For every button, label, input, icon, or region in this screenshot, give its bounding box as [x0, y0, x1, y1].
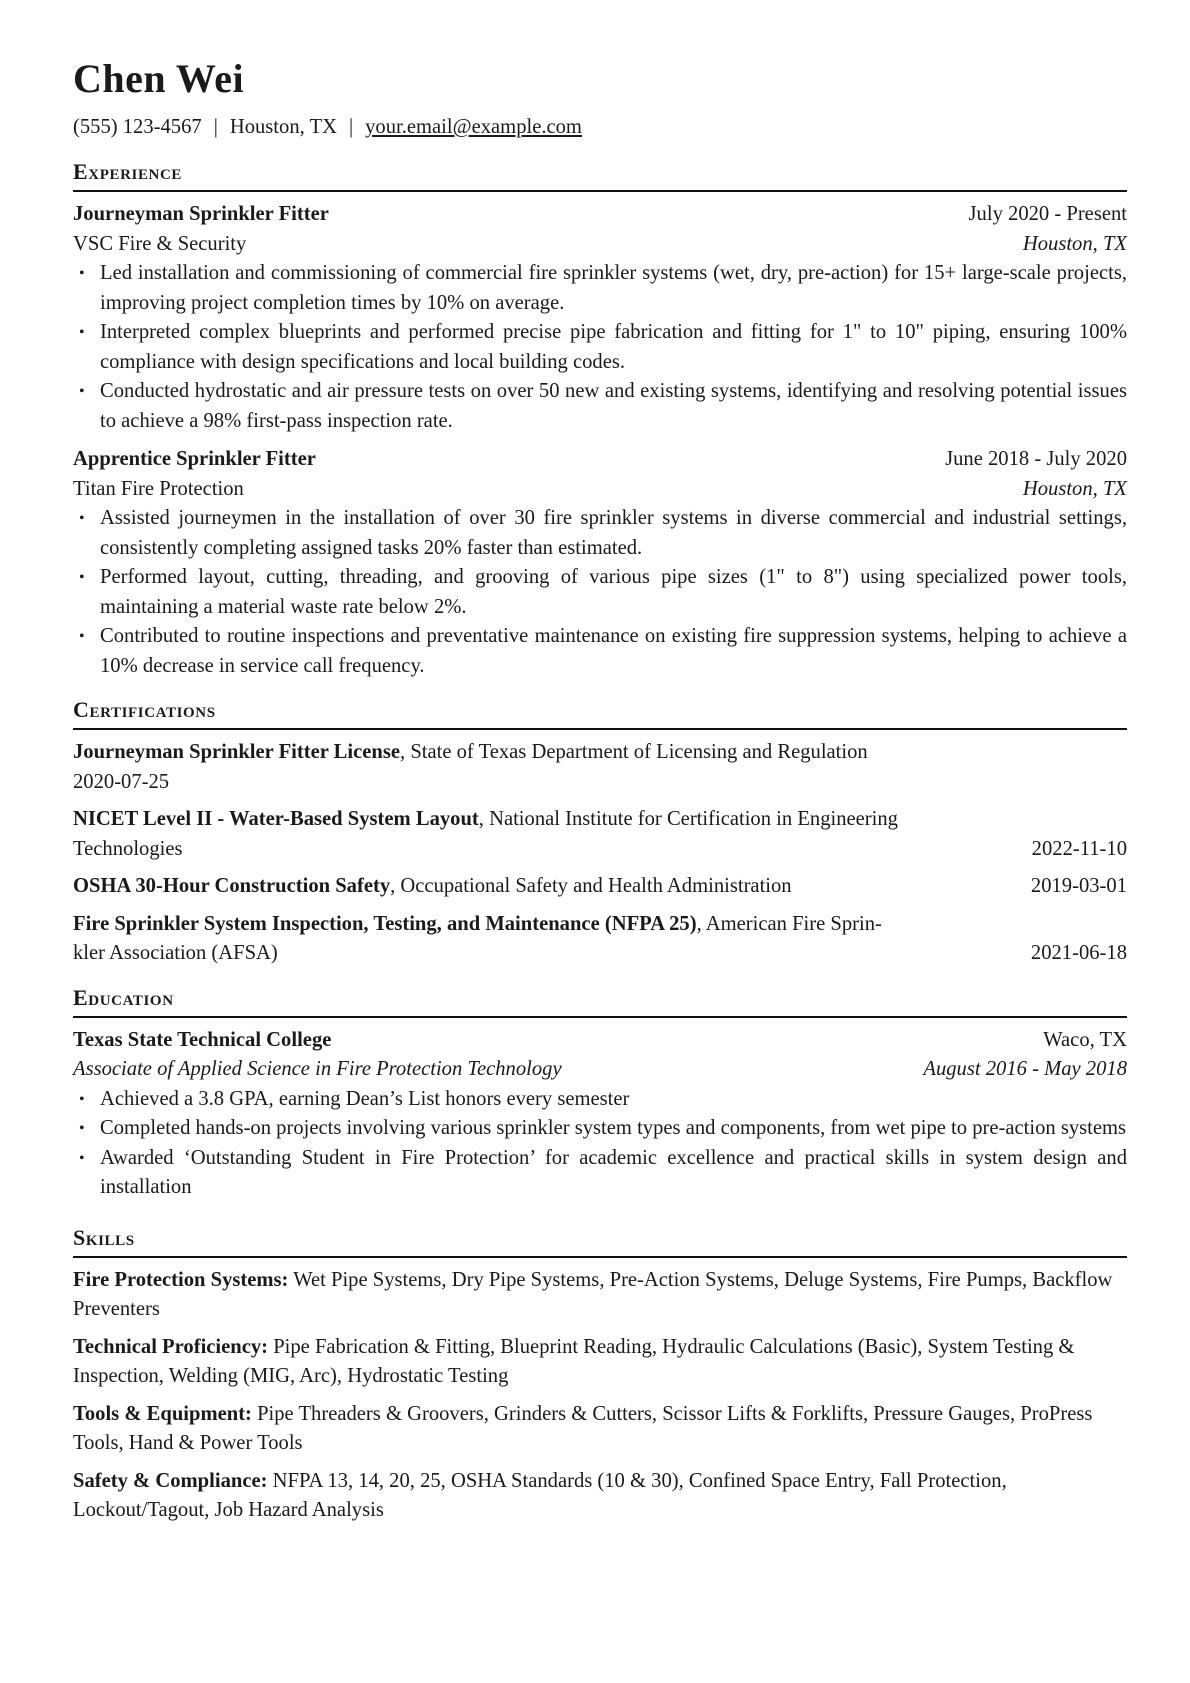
- section-heading-experience: Experience: [73, 157, 1127, 192]
- cert-date: 2022-11-10: [1031, 837, 1127, 860]
- job-bullets: [73, 259, 1127, 436]
- job-bullets: [73, 504, 1127, 681]
- separator: |: [213, 116, 218, 138]
- cert-name: OSHA 30-Hour Construction Safety: [73, 875, 391, 897]
- education-bullets: [73, 1085, 1127, 1203]
- bullet-item: • Performed layout, cutting, threading, and grooving of various pipe sizes (1" to 8") using specialized power tools, maintaining a material waste rate below 2%.: [73, 563, 1127, 622]
- cert-issuer: , State of Texas Department of Licensing and Regulation: [400, 741, 868, 763]
- location: Houston, TX: [229, 116, 337, 138]
- job-company: Titan Fire Protection: [73, 477, 244, 500]
- section-heading-skills: Skills: [73, 1223, 1127, 1258]
- bullet-item: • Awarded ‘Outstanding Student in Fire Protection’ for academic excellence and practical skills in system design and installation: [73, 1144, 1127, 1203]
- skill-label: Technical Proficiency:: [73, 1335, 269, 1358]
- degree: Associate of Applied Science in Fire Protection Technology: [73, 1058, 562, 1080]
- job-entry: [73, 445, 1127, 681]
- certification-entry: [73, 805, 1127, 864]
- cert-date: 2021-06-18: [1030, 942, 1127, 964]
- resume-page: [73, 55, 1127, 1534]
- bullet-item: • Contributed to routine inspections and preventative maintenance on existing fire suppression systems, helping to achieve a 10% decrease in service call frequency.: [73, 622, 1127, 681]
- cert-name: Journeyman Sprinkler Fitter License: [73, 741, 401, 763]
- bullet-item: • Completed hands-on projects involving various sprinkler system types and components, from wet pipe to pre-action systems: [73, 1114, 1127, 1144]
- cert-issuer: , Occupational Safety and Health Administration: [390, 875, 792, 897]
- skill-value: Pipe Fabrication & Fitting, Blueprint Reading, Hydraulic Calculations (Basic), System Testing & Inspection, Welding (MIG, Arc), Hydrostatic Testing: [73, 1335, 1075, 1387]
- skills-section: [73, 1258, 1127, 1526]
- bullet-item: • Led installation and commissioning of commercial fire sprinkler systems (wet, dry, pre-action) for 15+ large-scale projects, improving project completion times by 10% on average.: [73, 259, 1127, 318]
- contact-line: [73, 113, 1127, 143]
- skill-label: Fire Protection Systems:: [73, 1268, 289, 1291]
- bullet-item: • Conducted hydrostatic and air pressure tests on over 50 new and existing systems, identifying and resolving potential issues to achieve a 98% first-pass inspection rate.: [73, 377, 1127, 436]
- certification-entry: [73, 910, 1127, 969]
- candidate-name: Chen Wei: [73, 56, 245, 101]
- cert-issuer: , American Fire Sprin-: [696, 912, 882, 935]
- skill-label: Tools & Equipment:: [73, 1402, 252, 1425]
- phone-number: (555) 123-4567: [73, 116, 202, 138]
- job-company: VSC Fire & Security: [73, 232, 247, 255]
- cert-date: 2020-07-25: [73, 770, 170, 793]
- cert-date: 2019-03-01: [1030, 875, 1127, 897]
- skill-group: [73, 1400, 1127, 1459]
- job-location: Houston, TX: [1022, 477, 1127, 500]
- job-role: Apprentice Sprinkler Fitter: [73, 448, 316, 470]
- cert-name: NICET Level II - Water-Based System Layout: [73, 808, 479, 830]
- skill-value: Pipe Threaders & Groovers, Grinders & Cutters, Scissor Lifts & Forklifts, Pressure Gauges, ProPress Tools, Hand & Power Tools: [73, 1402, 1093, 1454]
- job-dates: July 2020 - Present: [968, 203, 1127, 225]
- cert-name: Fire Sprinkler System Inspection, Testing, and Maintenance (NFPA 25): [73, 912, 697, 935]
- job-entry: [73, 200, 1127, 436]
- skill-group: [73, 1467, 1127, 1526]
- skill-value: Wet Pipe Systems, Dry Pipe Systems, Pre-Action Systems, Deluge Systems, Fire Pumps, Backflow Preventers: [73, 1268, 1113, 1320]
- bullet-item: • Achieved a 3.8 GPA, earning Dean’s List honors every semester: [73, 1085, 1127, 1115]
- bullet-item: • Assisted journeymen in the installation of over 30 fire sprinkler systems in diverse commercial and industrial settings, consistently completing assigned tasks 20% faster than estimated.: [73, 504, 1127, 563]
- cert-issuer: , National Institute for Certification in Engineering: [478, 808, 898, 830]
- job-location: Houston, TX: [1022, 232, 1127, 255]
- experience-section: [73, 192, 1127, 681]
- section-heading-certifications: Certifications: [73, 695, 1127, 730]
- school-location: Waco, TX: [1043, 1028, 1127, 1051]
- education-dates: August 2016 - May 2018: [923, 1058, 1127, 1080]
- job-role: Journeyman Sprinkler Fitter: [73, 203, 329, 225]
- job-dates: June 2018 - July 2020: [945, 448, 1127, 470]
- certification-entry: [73, 872, 1127, 902]
- cert-issuer-cont: kler Association (AFSA): [73, 942, 278, 964]
- skill-group: [73, 1333, 1127, 1392]
- certifications-section: [73, 730, 1127, 969]
- cert-issuer-cont: Technologies: [73, 837, 183, 860]
- skill-value: NFPA 13, 14, 20, 25, OSHA Standards (10 & 30), Confined Space Entry, Fall Protection, Lockout/Tagout, Job Hazard Analysis: [73, 1469, 1007, 1521]
- separator: |: [349, 116, 354, 138]
- skill-group: [73, 1266, 1127, 1325]
- skill-label: Safety & Compliance:: [73, 1469, 268, 1492]
- education-section: [73, 1018, 1127, 1203]
- certification-entry: [73, 738, 1127, 797]
- email-link[interactable]: your.email@example.com: [365, 116, 582, 138]
- bullet-item: • Interpreted complex blueprints and performed precise pipe fabrication and fitting for 1" to 10" piping, ensuring 100% compliance with design specifications and local building codes.: [73, 318, 1127, 377]
- section-heading-education: Education: [73, 983, 1127, 1018]
- school-name: Texas State Technical College: [73, 1028, 332, 1051]
